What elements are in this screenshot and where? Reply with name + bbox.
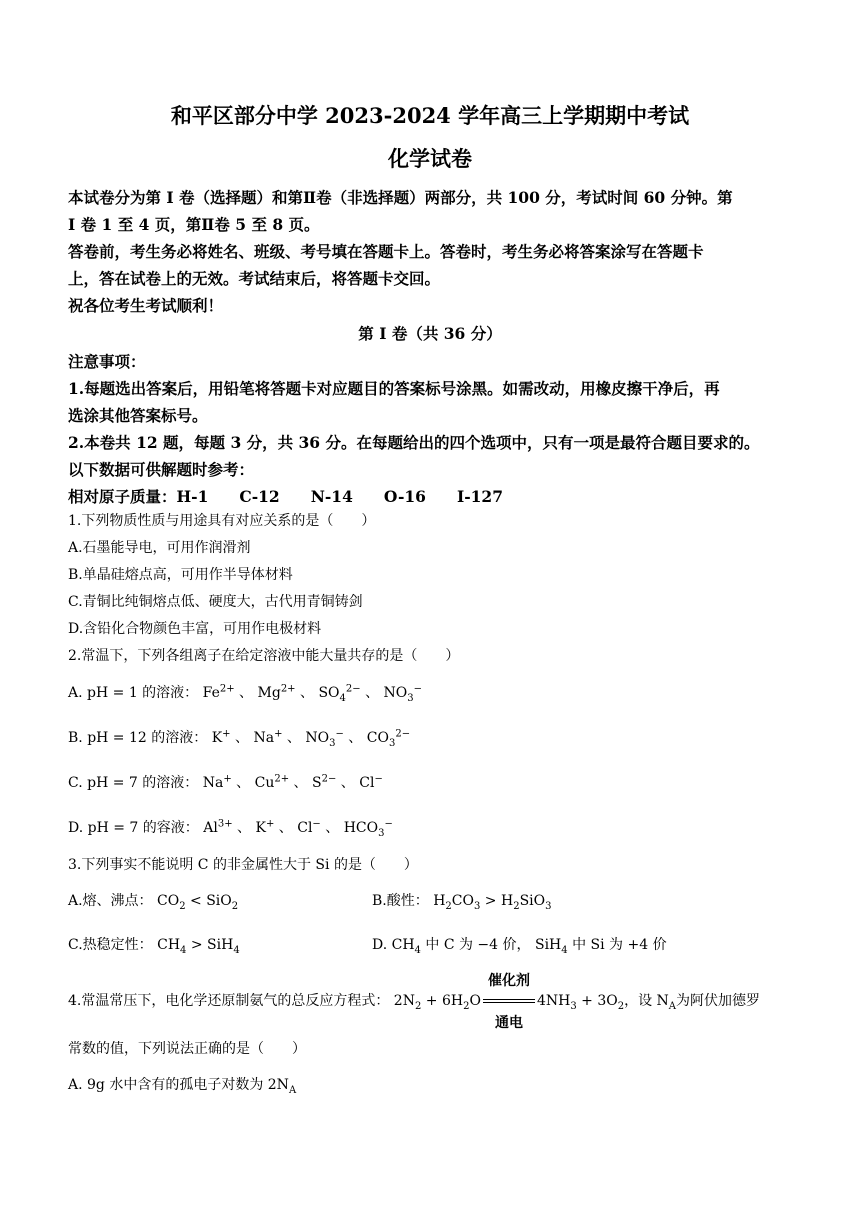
electrolysis-label: 通电	[494, 1015, 523, 1031]
q3-option-d: D. $CH_4$ 中 C 为 −4 价， SiH$_4$ 中 Si 为 +4 价	[372, 937, 667, 956]
exam-subtitle: 化学试卷	[388, 146, 472, 171]
q2-option-c: C. pH = 7 的溶液： Na+ 、 $Cu^{2+}$ 、 $S^{2-}$ 、 Cl−	[68, 773, 383, 791]
notes-heading: 注意事项：	[68, 352, 146, 371]
atomic-mass-line: 相对原子质量：H-1 C-12 N-14 O-16 I-127	[68, 487, 503, 506]
note-1a: 1.每题选出答案后，用铅笔将答题卡对应题目的答案标号涂黑。如需改动，用橡皮擦干净后，再	[68, 379, 720, 398]
exam-title: 和平区部分中学 2023-2024 学年高三上学期期中考试	[170, 103, 690, 128]
q2-stem: 2.常温下，下列各组离子在给定溶液中能大量共存的是（ ）	[68, 648, 460, 664]
q3-option-b: B.酸性： $H_2CO_3 > H_2SiO_3$	[372, 893, 552, 912]
reference-line: 以下数据可供解题时参考：	[68, 460, 255, 479]
q2-option-b: B. pH = 12 的溶液： K+ 、 Na+ 、 $NO_3^-$ 、 $CO_3^{2-}$	[68, 728, 411, 749]
intro-line-4: 上，答在试卷上的无效。考试结束后，将答题卡交回。	[68, 269, 441, 288]
q4-option-a: A. 9g 水中含有的孤电子对数为 $2N_A$	[68, 1077, 297, 1096]
equals-arrow	[483, 999, 535, 1003]
q1-option-d: D.含铅化合物颜色丰富，可用作电极材料	[68, 621, 322, 637]
q3-stem: 3.下列事实不能说明 C 的非金属性大于 Si 的是（ ）	[68, 857, 418, 873]
q2-option-a: A. pH = 1 的溶液： $Fe^{2+}$ 、 $Mg^{2+}$ 、 $SO_4^{2-}$ 、 $NO_3^-$	[68, 683, 423, 704]
q1-stem: 1.下列物质性质与用途具有对应关系的是（ ）	[68, 513, 376, 529]
q4-stem: 4.常温常压下，电化学还原制氨气的总反应方程式： $2N_2 + 6H_2O$ 催化剂 通电 $4NH_3 + 3O_2$，设 $N_A$为阿伏加德罗	[68, 988, 808, 1015]
catalyst-label: 催化剂	[487, 973, 530, 989]
q4-stem-line-2: 常数的值，下列说法正确的是（ ）	[68, 1041, 306, 1057]
section-title: 第 I 卷（共 36 分）	[358, 324, 502, 343]
q4-stem-suffix: ，设 N	[624, 993, 669, 1009]
q3-option-c: C.热稳定性： $CH_4 > SiH_4$	[68, 937, 240, 956]
reaction-condition	[483, 973, 535, 1031]
q4-stem-tail: 为阿伏加德罗	[676, 993, 761, 1009]
q3-option-a: A.熔、沸点： $CO_2 < SiO_2$	[68, 893, 239, 912]
q1-option-b: B.单晶硅熔点高，可用作半导体材料	[68, 567, 293, 583]
note-1b: 选涂其他答案标号。	[68, 406, 208, 425]
note-2: 2.本卷共 12 题，每题 3 分，共 36 分。在每题给出的四个选项中，只有一项是最符合题目要求的。	[68, 433, 760, 452]
intro-line-3: 答卷前，考生务必将姓名、班级、考号填在答题卡上。答卷时，考生务必将答案涂写在答题卡	[68, 242, 704, 261]
intro-line-1: 本试卷分为第 I 卷（选择题）和第Ⅱ卷（非选择题）两部分，共 100 分，考试时间 60 分钟。第	[68, 188, 733, 207]
q4-stem-prefix: 4.常温常压下，电化学还原制氨气的总反应方程式：	[68, 993, 390, 1009]
intro-line-2: I 卷 1 至 4 页，第Ⅱ卷 5 至 8 页。	[68, 215, 320, 234]
q2-option-d: D. pH = 7 的容液： $Al^{3+}$ 、 K+ 、 Cl− 、 $HCO_3^-$	[68, 818, 393, 839]
q1-option-c: C.青铜比纯铜熔点低、硬度大，古代用青铜铸剑	[68, 594, 363, 610]
intro-line-5: 祝各位考生考试顺利！	[68, 296, 224, 315]
q1-option-a: A.石墨能导电，可用作润滑剂	[68, 540, 251, 556]
